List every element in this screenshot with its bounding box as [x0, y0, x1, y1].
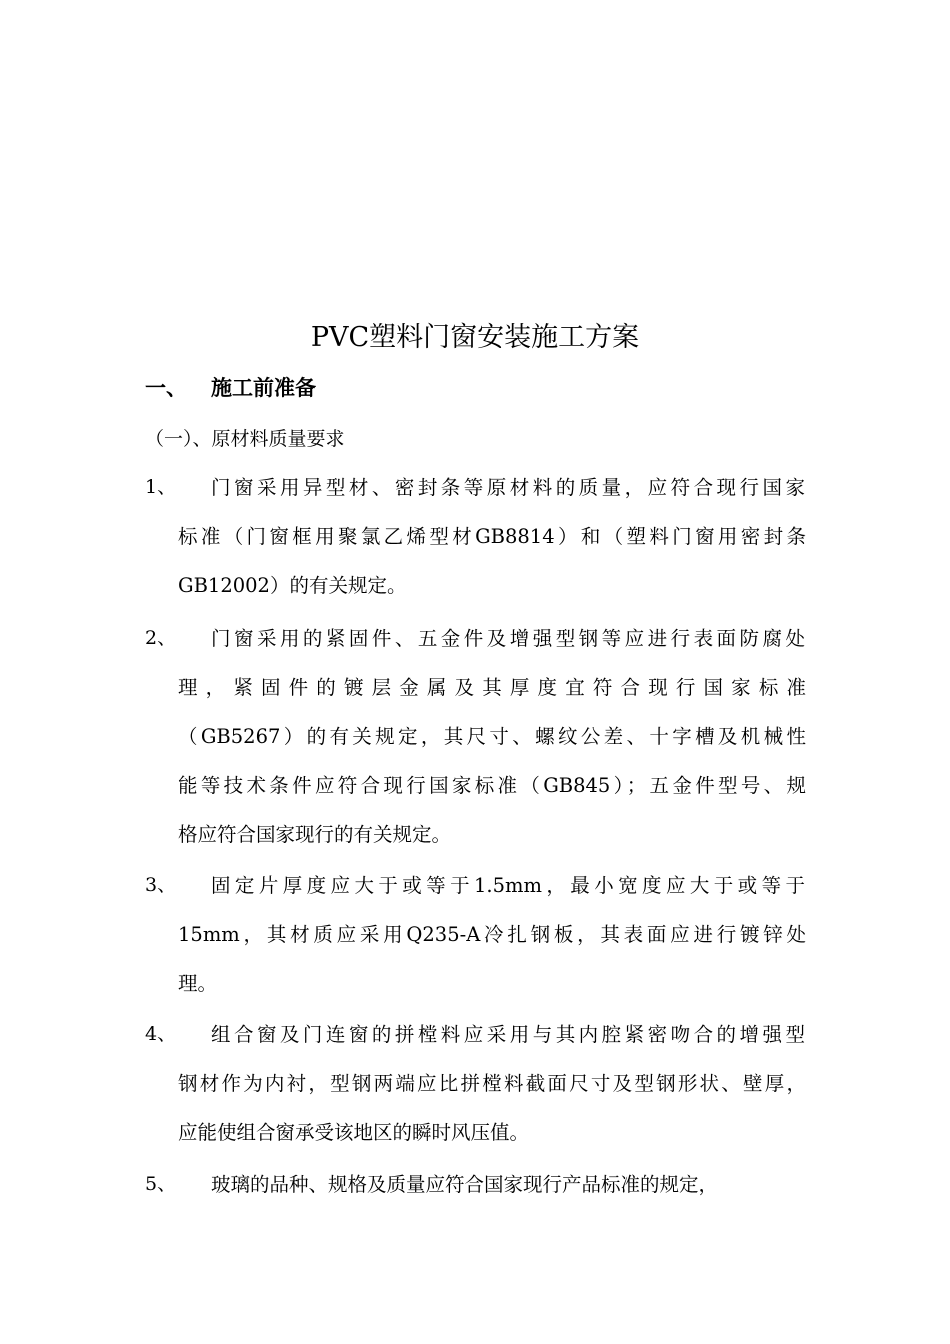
- list-item-text-line: 理。: [178, 972, 218, 995]
- list-item-number: 1、: [145, 476, 177, 498]
- subsection-heading: （一）、原材料质量要求: [145, 428, 345, 450]
- list-item-text-line: 钢材作为内衬，型钢两端应比拼樘料截面尺寸及型钢形状、壁厚，: [178, 1072, 806, 1095]
- list-item-text-line: 组合窗及门连窗的拼樘料应采用与其内腔紧密吻合的增强型: [211, 1023, 805, 1046]
- list-item-text-line: 能等技术条件应符合现行国家标准（GB845）；五金件型号、规: [178, 774, 806, 797]
- list-item-text-line: 固定片厚度应大于或等于1.5mm，最小宽度应大于或等于: [211, 874, 805, 897]
- document-title: PVC塑料门窗安装施工方案: [310, 322, 640, 353]
- list-item: [145, 861, 825, 1008]
- section-title: 施工前准备: [211, 376, 316, 400]
- list-item: [145, 1160, 825, 1209]
- list-item-text-line: 格应符合国家现行的有关规定。: [178, 823, 452, 846]
- list-item-text-line: 应能使组合窗承受该地区的瞬时风压值。: [178, 1121, 530, 1144]
- section-heading: [145, 372, 316, 404]
- list-item: [145, 463, 825, 610]
- list-item-number: 5、: [145, 1173, 177, 1195]
- list-item-text-line: （GB5267）的有关规定，其尺寸、螺纹公差、十字槽及机械性: [178, 725, 806, 748]
- list-item-text-line: 门窗采用的紧固件、五金件及增强型钢等应进行表面防腐处: [211, 627, 805, 650]
- section-number: 一、: [145, 376, 187, 400]
- list-item-number: 3、: [145, 874, 177, 896]
- list-item-text-line: 玻璃的品种、规格及质量应符合国家现行产品标准的规定，: [211, 1173, 719, 1196]
- list-item-text-line: 门窗采用异型材、密封条等原材料的质量，应符合现行国家: [211, 476, 805, 499]
- list-item: [145, 1010, 825, 1157]
- list-item-text-line: 标准（门窗框用聚氯乙烯型材GB8814）和（塑料门窗用密封条: [178, 525, 806, 548]
- list-item-text-line: GB12002）的有关规定。: [178, 574, 407, 597]
- list-item: [145, 614, 825, 859]
- list-item-number: 2、: [145, 627, 177, 649]
- list-item-text-line: 15mm，其材质应采用Q235-A冷扎钢板，其表面应进行镀锌处: [178, 923, 806, 946]
- list-item-number: 4、: [145, 1023, 177, 1045]
- list-item-text-line: 理，紧固件的镀层金属及其厚度宜符合现行国家标准: [178, 676, 806, 699]
